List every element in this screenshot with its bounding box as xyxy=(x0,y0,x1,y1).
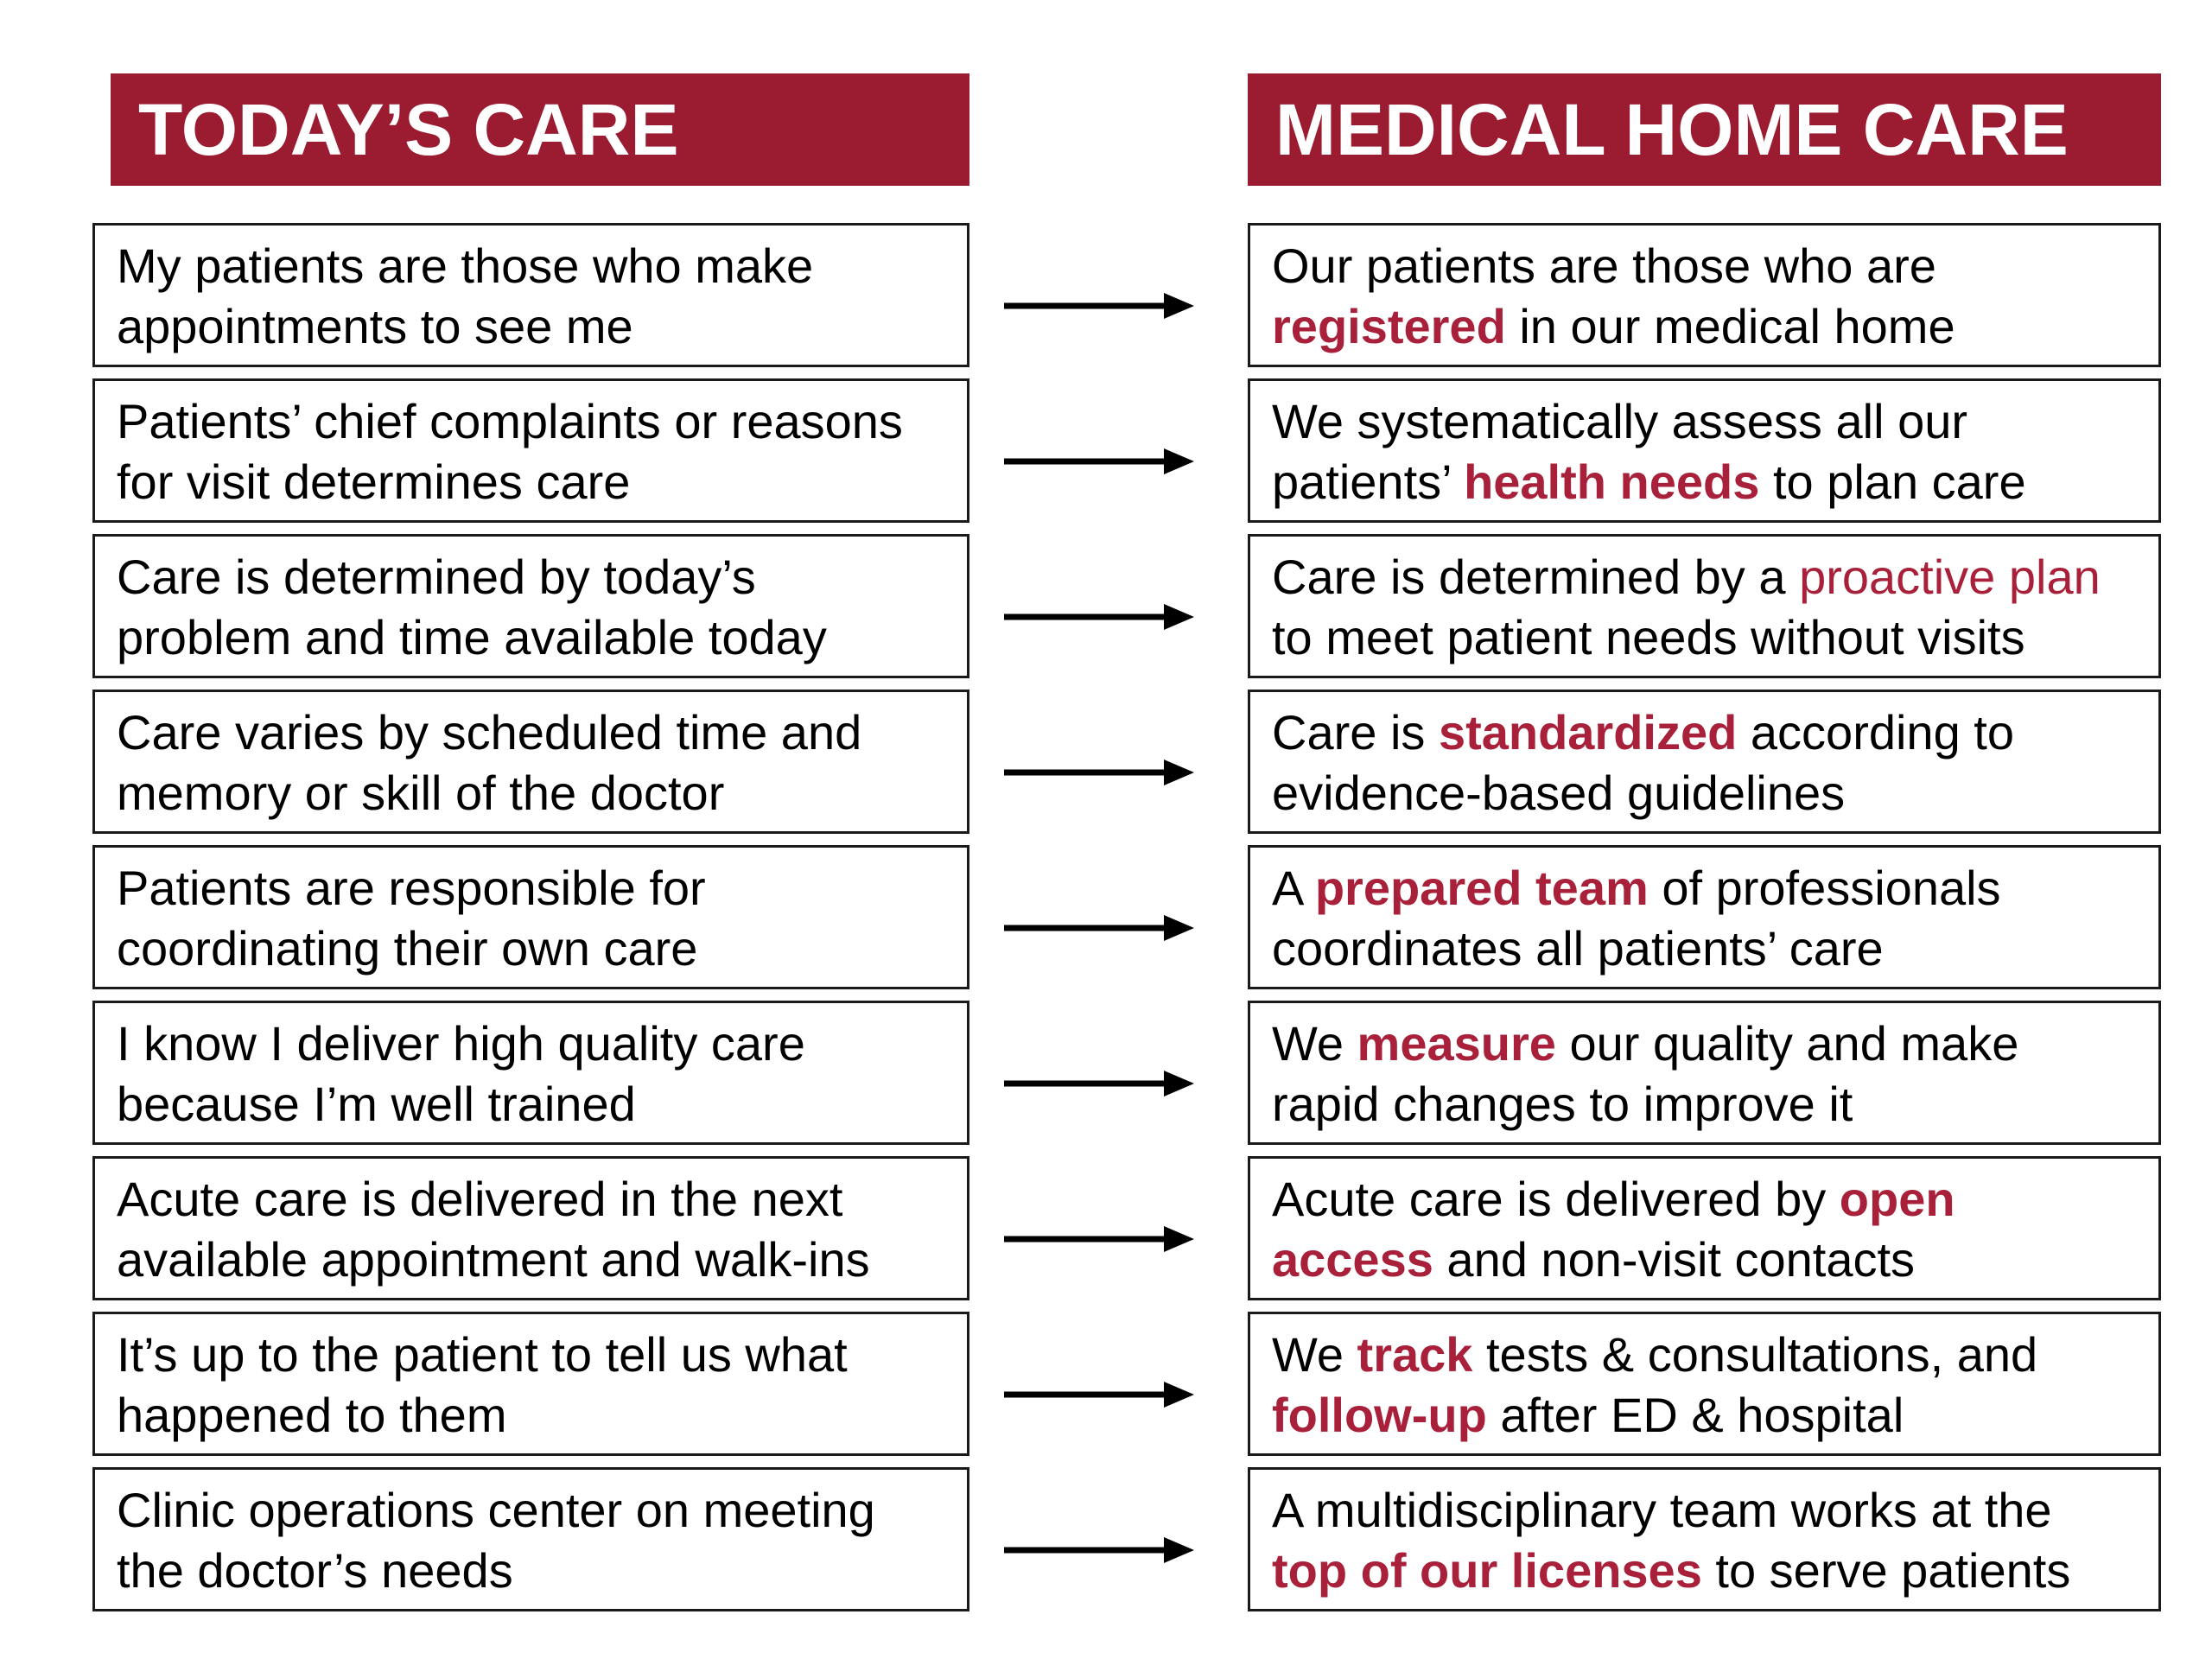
highlighted-keyword: registered xyxy=(1272,299,1506,353)
medical-home-care-text-line xyxy=(1272,391,2158,452)
medical-home-care-text-line xyxy=(1272,236,2158,296)
todays-care-text-line: available appointment and walk-ins xyxy=(117,1232,870,1287)
medical-home-care-text-line xyxy=(1272,452,2158,512)
highlighted-keyword: open xyxy=(1839,1172,1955,1226)
medical-home-care-box xyxy=(1248,223,2161,367)
todays-care-box xyxy=(92,1156,969,1300)
todays-care-box xyxy=(92,534,969,678)
right-arrow-icon xyxy=(1004,444,1194,479)
text-segment: after ED & hospital xyxy=(1486,1388,1904,1442)
medical-home-care-box xyxy=(1248,1467,2161,1611)
todays-care-text-line: Patients are responsible for xyxy=(117,861,706,915)
highlighted-keyword: track xyxy=(1357,1327,1473,1382)
text-segment: our quality and make xyxy=(1555,1016,2019,1071)
right-arrow-icon xyxy=(1004,600,1194,634)
text-segment: coordinates all patients’ care xyxy=(1272,921,1884,976)
right-arrow-icon xyxy=(1004,289,1194,323)
highlighted-keyword: standardized xyxy=(1438,705,1738,760)
medical-home-care-box xyxy=(1248,1312,2161,1456)
todays-care-box xyxy=(92,845,969,989)
text-segment: A xyxy=(1272,861,1315,915)
highlighted-keyword: top of our licenses xyxy=(1272,1543,1702,1598)
text-segment: Acute care is delivered by xyxy=(1272,1172,1840,1226)
right-arrow-icon xyxy=(1004,1377,1194,1412)
medical-home-care-text-line xyxy=(1272,1074,2158,1135)
todays-care-box xyxy=(92,690,969,834)
todays-care-box xyxy=(92,1467,969,1611)
text-segment: to serve patients xyxy=(1701,1543,2071,1598)
todays-care-box xyxy=(92,1312,969,1456)
right-arrow-icon xyxy=(1004,1066,1194,1101)
text-segment: in our medical home xyxy=(1505,299,1955,353)
medical-home-care-text-line xyxy=(1272,1385,2158,1446)
text-segment: of professionals xyxy=(1648,861,2001,915)
text-segment: and non-visit contacts xyxy=(1433,1232,1916,1287)
text-segment: to plan care xyxy=(1759,454,2026,509)
todays-care-text-line: It’s up to the patient to tell us what xyxy=(117,1327,848,1382)
todays-care-text-line: Care is determined by today’s xyxy=(117,550,756,604)
todays-care-box xyxy=(92,378,969,523)
todays-care-text-line: appointments to see me xyxy=(117,299,633,353)
text-segment: We xyxy=(1272,1016,1357,1071)
todays-care-text-line: My patients are those who make xyxy=(117,238,814,293)
text-segment: patients’ xyxy=(1272,454,1465,509)
right-arrow-icon xyxy=(1004,1222,1194,1256)
medical-home-care-text-line xyxy=(1272,702,2158,763)
medical-home-care-text-line xyxy=(1272,1480,2158,1541)
text-segment: We systematically assess all our xyxy=(1272,394,1967,448)
todays-care-text-line: problem and time available today xyxy=(117,610,827,664)
right-arrow-icon xyxy=(1004,911,1194,945)
medical-home-care-text-line xyxy=(1272,1325,2158,1385)
highlighted-keyword: measure xyxy=(1357,1016,1556,1071)
text-segment: rapid changes to improve it xyxy=(1272,1077,1853,1131)
todays-care-header: TODAY’S CARE xyxy=(111,73,969,186)
medical-home-care-box xyxy=(1248,378,2161,523)
medical-home-care-text-line xyxy=(1272,547,2158,607)
medical-home-care-header: MEDICAL HOME CARE xyxy=(1248,73,2161,186)
text-segment: tests & consultations, and xyxy=(1472,1327,2038,1382)
todays-care-text-line: happened to them xyxy=(117,1388,507,1442)
text-segment: A multidisciplinary team works at the xyxy=(1272,1483,2052,1537)
medical-home-care-text-line xyxy=(1272,763,2158,823)
todays-care-text-line: because I’m well trained xyxy=(117,1077,636,1131)
text-segment: Care is determined by a xyxy=(1272,550,1800,604)
highlighted-keyword: prepared team xyxy=(1314,861,1649,915)
text-segment: evidence-based guidelines xyxy=(1272,766,1846,820)
todays-care-text-line: coordinating their own care xyxy=(117,921,698,976)
text-segment: to meet patient needs without visits xyxy=(1272,610,2025,664)
medical-home-care-text-line xyxy=(1272,1541,2158,1601)
medical-home-care-text-line xyxy=(1272,1014,2158,1074)
right-arrow-icon xyxy=(1004,1533,1194,1567)
todays-care-box xyxy=(92,1001,969,1145)
todays-care-box xyxy=(92,223,969,367)
medical-home-care-text-line xyxy=(1272,858,2158,918)
todays-care-text-line: Acute care is delivered in the next xyxy=(117,1172,843,1226)
todays-care-text-line: Care varies by scheduled time and xyxy=(117,705,862,760)
medical-home-care-text-line xyxy=(1272,1230,2158,1290)
todays-care-text-line: for visit determines care xyxy=(117,454,631,509)
todays-care-text-line: memory or skill of the doctor xyxy=(117,766,725,820)
todays-care-text-line: the doctor’s needs xyxy=(117,1543,513,1598)
text-segment: Care is xyxy=(1272,705,1439,760)
right-arrow-icon xyxy=(1004,755,1194,790)
medical-home-care-text-line xyxy=(1272,918,2158,979)
text-segment: Our patients are those who are xyxy=(1272,238,1936,293)
medical-home-care-box xyxy=(1248,534,2161,678)
medical-home-care-box xyxy=(1248,845,2161,989)
highlighted-keyword: proactive plan xyxy=(1799,550,2101,604)
text-segment: according to xyxy=(1737,705,2014,760)
todays-care-text-line: I know I deliver high quality care xyxy=(117,1016,805,1071)
highlighted-keyword: access xyxy=(1272,1232,1433,1287)
medical-home-care-text-line xyxy=(1272,607,2158,668)
medical-home-care-box xyxy=(1248,1156,2161,1300)
highlighted-keyword: follow-up xyxy=(1272,1388,1487,1442)
highlighted-keyword: health needs xyxy=(1464,454,1760,509)
todays-care-text-line: Patients’ chief complaints or reasons xyxy=(117,394,903,448)
medical-home-care-box xyxy=(1248,1001,2161,1145)
text-segment: We xyxy=(1272,1327,1357,1382)
medical-home-care-text-line xyxy=(1272,1169,2158,1230)
todays-care-text-line: Clinic operations center on meeting xyxy=(117,1483,875,1537)
medical-home-care-box xyxy=(1248,690,2161,834)
medical-home-care-text-line xyxy=(1272,296,2158,357)
